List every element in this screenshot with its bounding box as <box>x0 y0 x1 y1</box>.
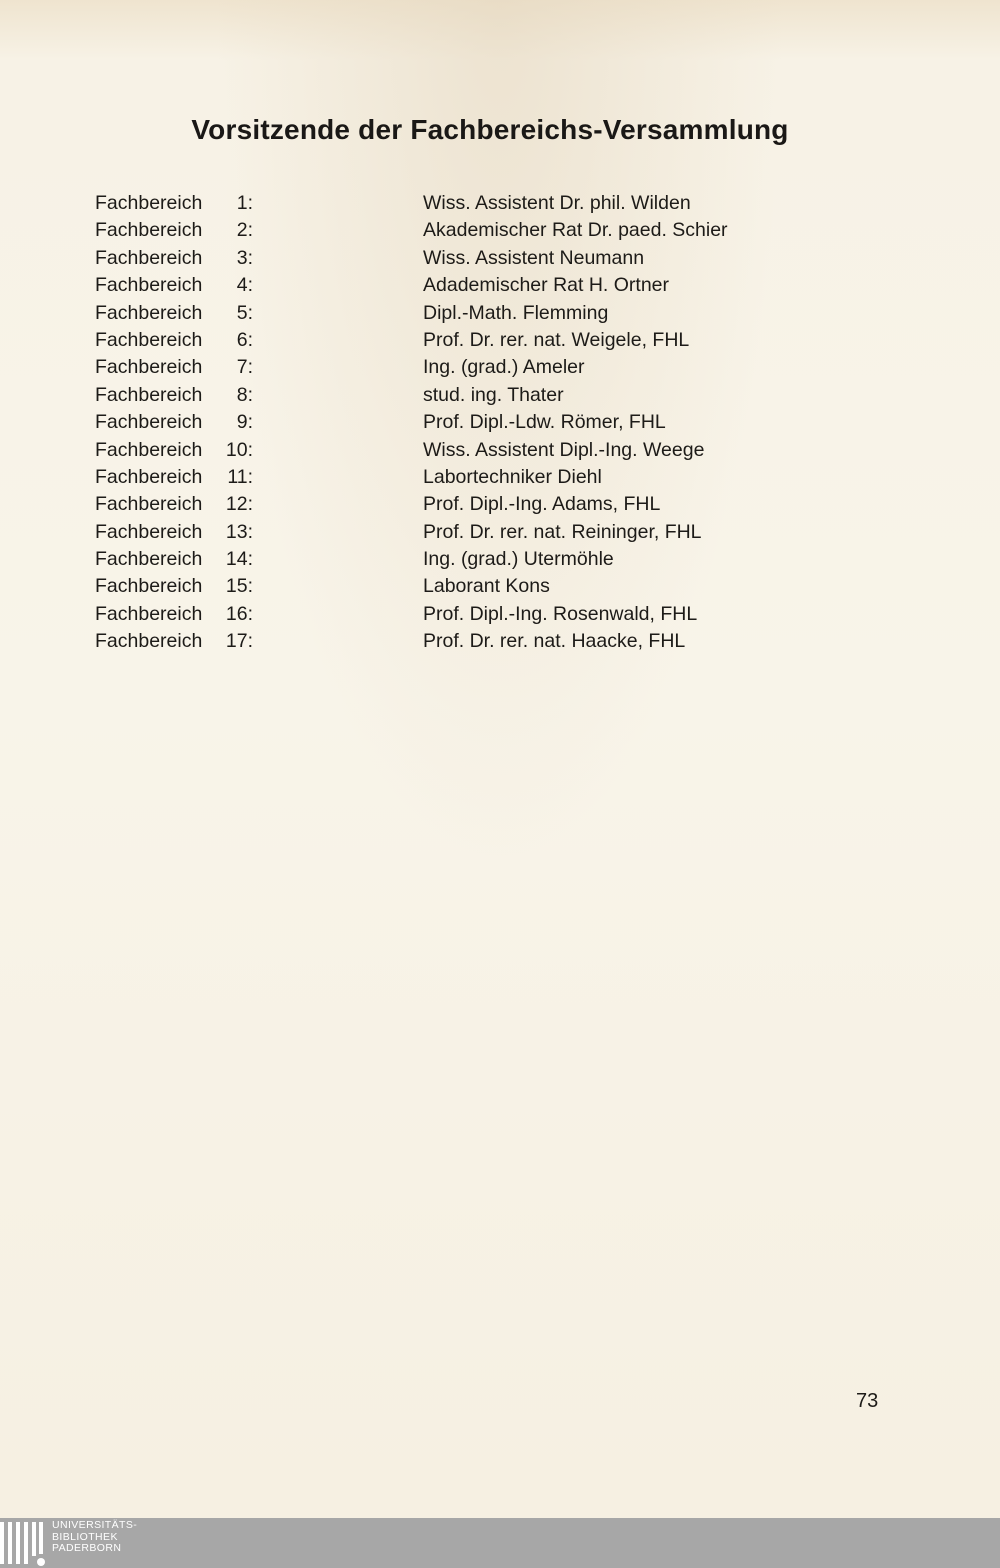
department-label: Fachbereich <box>95 383 203 406</box>
chair-name: Ing. (grad.) Utermöhle <box>423 548 614 571</box>
department-number: 9: <box>236 411 253 434</box>
list-item <box>95 491 895 518</box>
list-item <box>95 327 895 354</box>
department-label: Fachbereich <box>95 246 203 269</box>
library-name-line: BIBLIOTHEK <box>52 1530 118 1543</box>
chair-name: Dipl.-Math. Flemming <box>423 301 609 324</box>
chairs-list <box>95 190 895 656</box>
chair-name: Prof. Dr. rer. nat. Haacke, FHL <box>423 630 686 653</box>
department-label: Fachbereich <box>95 520 203 543</box>
list-item <box>95 382 895 409</box>
chair-name: Wiss. Assistent Neumann <box>423 246 645 269</box>
library-footer-bar <box>0 1518 1000 1568</box>
chair-name: Prof. Dipl.-Ing. Adams, FHL <box>423 493 661 516</box>
department-label: Fachbereich <box>95 328 203 351</box>
list-item <box>95 190 895 217</box>
department-number: 2: <box>236 219 253 242</box>
department-label: Fachbereich <box>95 301 203 324</box>
department-label: Fachbereich <box>95 356 203 379</box>
chair-name: Laborant Kons <box>423 575 550 598</box>
list-item <box>95 519 895 546</box>
department-number: 1: <box>236 192 253 214</box>
department-number: 7: <box>236 356 253 379</box>
department-number: 14: <box>225 548 253 571</box>
list-item <box>95 628 895 655</box>
department-number: 12: <box>225 493 253 516</box>
page-number: 73 <box>856 1390 879 1412</box>
department-label: Fachbereich <box>95 219 203 242</box>
department-label: Fachbereich <box>95 274 203 297</box>
department-number: 11: <box>227 465 253 488</box>
department-label: Fachbereich <box>95 548 203 571</box>
list-item <box>95 300 895 327</box>
department-number: 3: <box>236 246 253 269</box>
department-label: Fachbereich <box>95 411 203 434</box>
list-item <box>95 464 895 491</box>
list-item <box>95 546 895 573</box>
department-number: 10: <box>225 438 253 461</box>
list-item <box>95 354 895 381</box>
department-number: 5: <box>236 301 253 324</box>
page-title: Vorsitzende der Fachbereichs-Versammlung <box>191 114 789 145</box>
department-number: 16: <box>225 602 253 625</box>
library-logo-icon <box>0 1518 50 1568</box>
department-label: Fachbereich <box>95 438 203 461</box>
library-name-line: PADERBORN <box>52 1542 122 1554</box>
chair-name: Prof. Dr. rer. nat. Weigele, FHL <box>423 328 690 351</box>
chair-name: Wiss. Assistent Dr. phil. Wilden <box>423 192 691 214</box>
department-label: Fachbereich <box>95 192 203 214</box>
chair-name: Adademischer Rat H. Ortner <box>423 274 670 297</box>
chair-name: Prof. Dr. rer. nat. Reininger, FHL <box>423 520 702 543</box>
department-number: 15: <box>225 575 253 598</box>
list-item <box>95 437 895 464</box>
list-item <box>95 601 895 628</box>
chair-name: Ing. (grad.) Ameler <box>423 356 585 379</box>
library-name-line: UNIVERSITÄTS- <box>52 1519 138 1531</box>
chair-name: Akademischer Rat Dr. paed. Schier <box>423 219 728 242</box>
chair-name: Wiss. Assistent Dipl.-Ing. Weege <box>423 438 705 461</box>
department-label: Fachbereich <box>95 630 203 653</box>
chair-name: Prof. Dipl.-Ing. Rosenwald, FHL <box>423 602 698 625</box>
chair-name: stud. ing. Thater <box>423 383 564 406</box>
list-item <box>95 409 895 436</box>
list-item <box>95 217 895 244</box>
department-label: Fachbereich <box>95 575 203 598</box>
department-number: 8: <box>236 383 253 406</box>
chair-name: Labortechniker Diehl <box>423 465 602 488</box>
chair-name: Prof. Dipl.-Ldw. Römer, FHL <box>423 411 666 434</box>
department-label: Fachbereich <box>95 493 203 516</box>
department-number: 6: <box>236 328 253 351</box>
library-name <box>52 1520 137 1555</box>
list-item <box>95 272 895 299</box>
list-item <box>95 573 895 600</box>
department-number: 13: <box>225 520 253 543</box>
department-label: Fachbereich <box>95 465 203 488</box>
list-item <box>95 245 895 272</box>
department-number: 17: <box>225 630 253 653</box>
department-number: 4: <box>236 274 253 297</box>
department-label: Fachbereich <box>95 602 203 625</box>
